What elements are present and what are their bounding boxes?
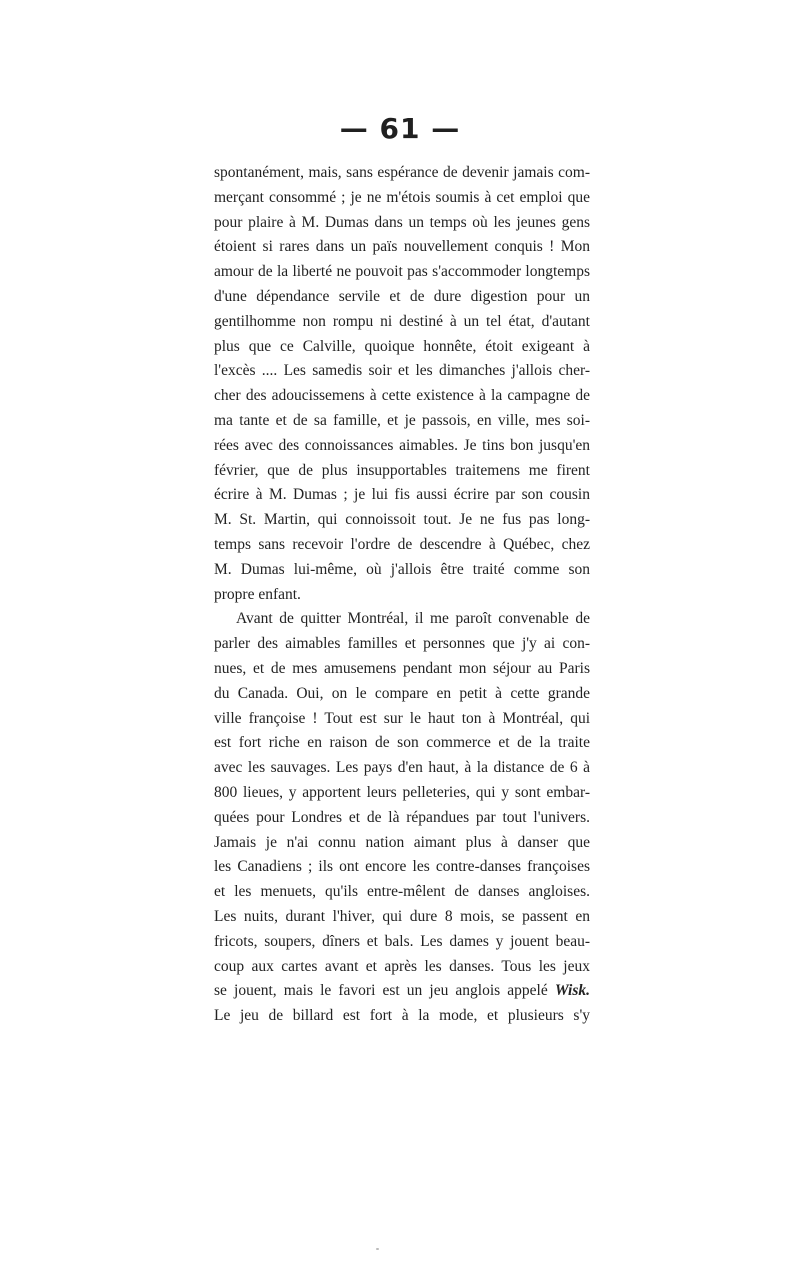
text-line: amour de la liberté ne pouvoit pas s'accommoder longtemps	[214, 263, 590, 281]
text-line: les Canadiens ; ils ont encore les contre-danses françoises	[214, 858, 590, 876]
text-line: propre enfant.	[214, 585, 301, 603]
text-line: M. Dumas lui-même, où j'allois être traité comme son	[214, 560, 590, 578]
text-line: est fort riche en raison de son commerce et de la traite	[214, 734, 590, 752]
text-line-with-italic	[214, 979, 590, 1004]
text-line: nues, et de mes amusemens pendant mon séjour au Paris	[214, 659, 590, 677]
text-line: Jamais je n'ai connu nation aimant plus à danser que	[214, 833, 590, 851]
text-line: étoient si rares dans un païs nouvellement conquis ! Mon	[214, 238, 590, 256]
text-line-start: se jouent, mais le favori est un jeu anglois appelé	[214, 982, 555, 1000]
text-line: parler des aimables familles et personnes que j'y ai con-	[214, 635, 590, 653]
text-line: du Canada. Oui, on le compare en petit à cette grande	[214, 684, 590, 702]
body-text	[214, 161, 590, 1029]
text-line: rées avec des connoissances aimables. Je tins bon jusqu'en	[214, 436, 590, 454]
text-line: merçant consommé ; je ne m'étois soumis à cet emploi que	[214, 188, 590, 206]
text-line: ma tante et de sa famille, et je passois, en ville, mes soi-	[214, 411, 590, 429]
text-line: gentilhomme non rompu ni destiné à un tel état, d'autant	[214, 312, 590, 330]
text-line: écrire à M. Dumas ; je lui fis aussi écrire par son cousin	[214, 486, 590, 504]
text-line: avec les sauvages. Les pays d'en haut, à la distance de 6 à	[214, 759, 590, 777]
page-number: — 61 —	[339, 112, 461, 145]
text-line: ville françoise ! Tout est sur le haut ton à Montréal, qui	[214, 709, 590, 727]
text-line: d'une dépendance servile et de dure digestion pour un	[214, 287, 590, 305]
text-line: M. St. Martin, qui connoissoit tout. Je ne fus pas long-	[214, 511, 590, 529]
print-speck	[376, 1248, 379, 1250]
text-line: fricots, soupers, dîners et bals. Les dames y jouent beau-	[214, 932, 590, 950]
italic-word: Wisk.	[554, 982, 590, 1000]
text-line: pour plaire à M. Dumas dans un temps où les jeunes gens	[214, 213, 590, 231]
text-line: plus que ce Calville, quoique honnête, étoit exigeant à	[214, 337, 590, 355]
text-line: février, que de plus insupportables traitemens me firent	[214, 461, 590, 479]
text-line: 800 lieues, y apportent leurs pelleteries, qui y sont embar-	[214, 783, 590, 801]
paragraph-start-line: Avant de quitter Montréal, il me paroît convenable de	[236, 610, 590, 628]
text-line: Le jeu de billard est fort à la mode, et plusieurs s'y	[214, 1007, 590, 1025]
text-line: l'excès .... Les samedis soir et les dimanches j'allois cher-	[214, 362, 590, 380]
text-line: temps sans recevoir l'ordre de descendre à Québec, chez	[214, 535, 590, 553]
text-line: cher des adoucissemens à cette existence à la campagne de	[214, 387, 590, 405]
text-line: spontanément, mais, sans espérance de devenir jamais com-	[214, 164, 590, 181]
text-line: coup aux cartes avant et après les danses. Tous les jeux	[214, 957, 590, 975]
text-line: Les nuits, durant l'hiver, qui dure 8 mois, se passent en	[214, 907, 590, 925]
text-line: quées pour Londres et de là répandues par tout l'univers.	[214, 808, 590, 826]
text-line: et les menuets, qu'ils entre-mêlent de danses angloises.	[214, 883, 590, 901]
